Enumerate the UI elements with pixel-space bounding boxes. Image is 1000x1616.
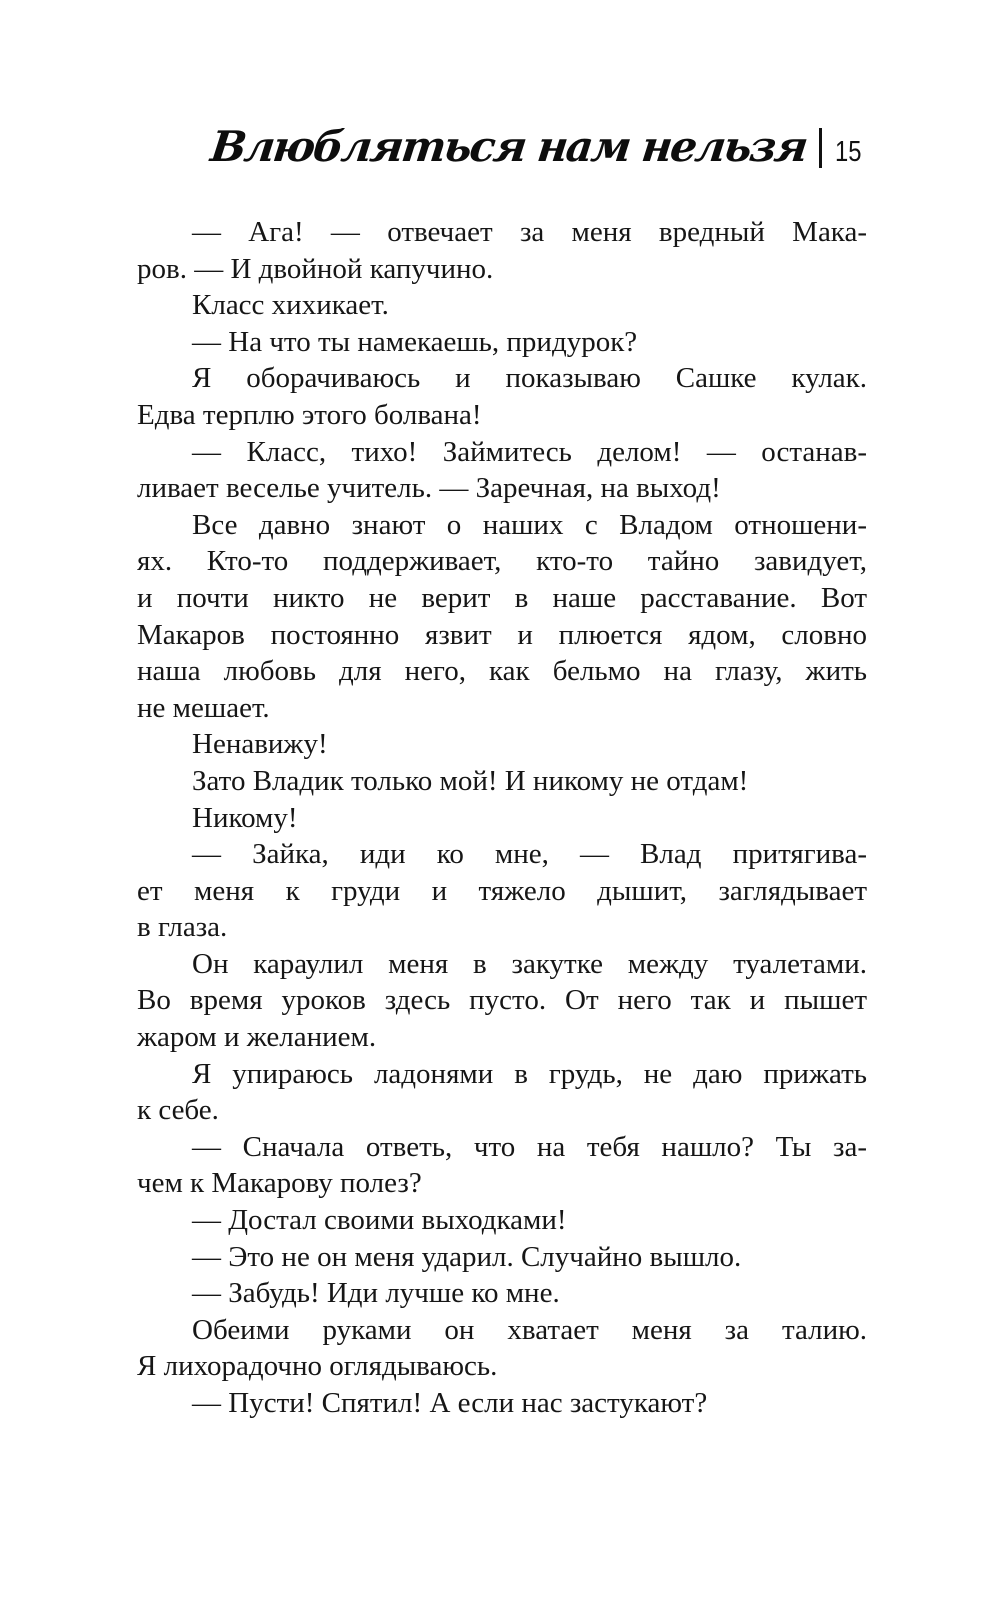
paragraph xyxy=(137,214,867,287)
paragraph xyxy=(137,800,867,837)
text-line: жаром и желанием. xyxy=(137,1021,377,1054)
text-line: Класс хихикает. xyxy=(192,289,389,322)
text-line: Никому! xyxy=(192,801,298,834)
text-line: в глаза. xyxy=(137,911,228,944)
text-line: Я оборачиваюсь и показываю Сашке кулак. xyxy=(192,362,867,395)
paragraph xyxy=(137,1056,867,1129)
text-line: — Пусти! Спятил! А если нас застукают? xyxy=(192,1387,708,1419)
text-line: Макаров постоянно язвит и плюется ядом, словно xyxy=(137,618,867,651)
paragraph xyxy=(137,1275,867,1312)
text-line: — Сначала ответь, что на тебя нашло? Ты за- xyxy=(192,1130,867,1163)
page-number: 15 xyxy=(834,136,862,168)
text-line: Зато Владик только мой! И никому не отдам! xyxy=(192,764,749,797)
paragraph xyxy=(137,434,867,507)
text-line: Все давно знают о наших с Владом отношени- xyxy=(192,508,867,541)
text-line: — На что ты намекаешь, придурок? xyxy=(192,325,638,358)
text-line: Я упираюсь ладонями в грудь, не даю прижать xyxy=(192,1057,867,1090)
paragraph xyxy=(137,360,867,433)
text-line: — Зайка, иди ко мне, — Влад притягива- xyxy=(192,838,867,871)
paragraph xyxy=(137,1385,867,1422)
text-line: Обеими руками он хватает меня за талию. xyxy=(192,1313,867,1346)
text-line: — Достал своими выходками! xyxy=(192,1204,567,1237)
text-line: к себе. xyxy=(137,1094,219,1127)
text-line: наша любовь для него, как бельмо на глазу, жить xyxy=(137,655,867,688)
book-title: Влюбляться нам нельзя xyxy=(207,122,809,171)
text-line: чем к Макарову полез? xyxy=(137,1167,422,1200)
text-line: — Ага! — отвечает за меня вредный Мака- xyxy=(192,216,867,248)
text-line: ет меня к груди и тяжело дышит, заглядывает xyxy=(137,874,867,907)
text-line: Он караулил меня в закутке между туалетами. xyxy=(192,947,867,980)
paragraph xyxy=(137,763,867,800)
running-head xyxy=(137,124,867,170)
paragraph xyxy=(137,1312,867,1385)
text-line: Я лихорадочно оглядываюсь. xyxy=(137,1350,498,1383)
paragraph xyxy=(137,836,867,946)
text-line: ров. — И двойной капучино. xyxy=(137,252,494,285)
text-line: — Класс, тихо! Займитесь делом! — останав- xyxy=(192,435,867,468)
header-separator-bar xyxy=(819,128,822,168)
text-line: — Забудь! Иди лучше ко мне. xyxy=(192,1277,560,1310)
text-line: и почти никто не верит в наше расставание. Вот xyxy=(137,581,867,614)
paragraph xyxy=(137,946,867,1056)
paragraph xyxy=(137,1129,867,1202)
paragraph xyxy=(137,507,867,727)
paragraph xyxy=(137,324,867,361)
paragraph xyxy=(137,287,867,324)
text-line: не мешает. xyxy=(137,691,270,724)
text-line: Едва терплю этого болвана! xyxy=(137,398,482,431)
text-line: — Это не он меня ударил. Случайно вышло. xyxy=(192,1240,742,1273)
paragraph xyxy=(137,1202,867,1239)
text-line: Ненавижу! xyxy=(192,728,328,761)
text-line: ях. Кто-то поддерживает, кто-то тайно завидует, xyxy=(137,545,867,578)
text-line: Во время уроков здесь пусто. От него так и пышет xyxy=(137,984,867,1017)
body-text xyxy=(137,214,867,1422)
paragraph xyxy=(137,1239,867,1276)
text-line: ливает веселье учитель. — Заречная, на выход! xyxy=(137,472,721,505)
paragraph xyxy=(137,726,867,763)
